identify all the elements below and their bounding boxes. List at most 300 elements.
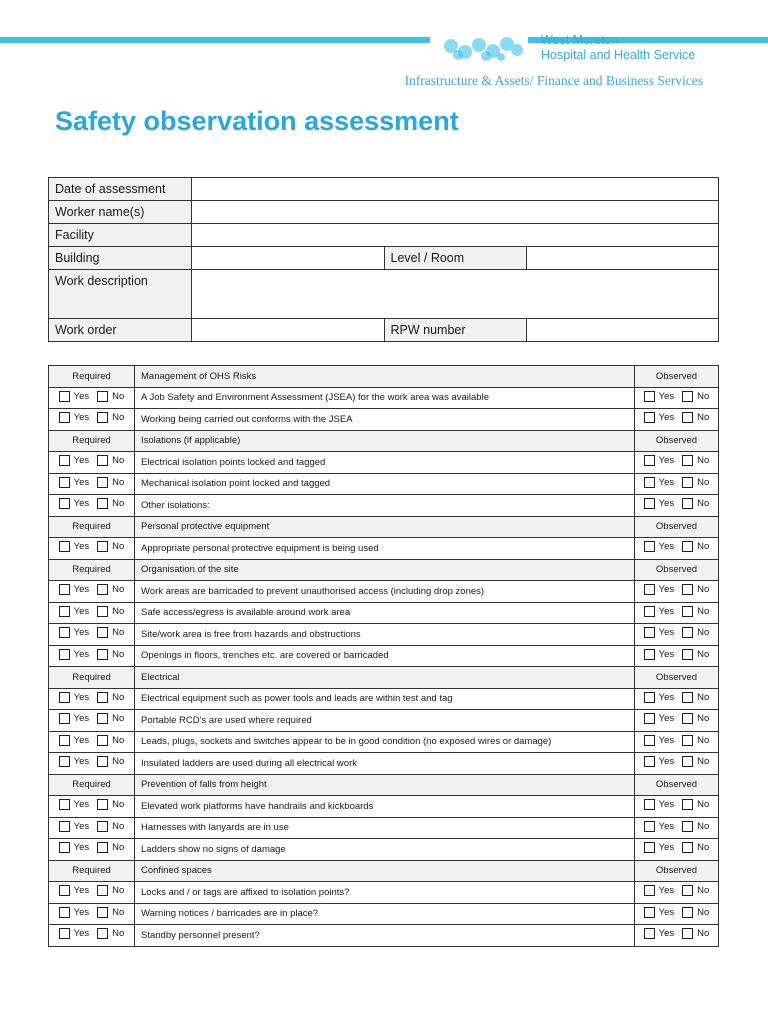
- rpw-field[interactable]: [527, 319, 719, 342]
- work-description-field[interactable]: [191, 270, 718, 319]
- section-title: Isolations (if applicable): [135, 430, 635, 452]
- section-title: Organisation of the site: [135, 559, 635, 581]
- required-options: [49, 581, 135, 603]
- observed-options: [635, 387, 719, 409]
- yes-option[interactable]: [644, 842, 675, 853]
- section-title: Management of OHS Risks: [135, 366, 635, 388]
- yes-label: Yes: [73, 476, 90, 488]
- no-option[interactable]: [97, 455, 124, 466]
- no-option[interactable]: [682, 842, 709, 853]
- no-label: No: [697, 605, 710, 617]
- checklist-row: [49, 903, 719, 925]
- section-required-label: Required: [49, 516, 135, 538]
- no-option[interactable]: [682, 692, 709, 703]
- no-label: No: [112, 498, 125, 510]
- no-checkbox[interactable]: [97, 412, 108, 423]
- no-option[interactable]: [97, 412, 124, 423]
- checklist-row: [49, 882, 719, 904]
- no-option[interactable]: [97, 627, 124, 638]
- yes-checkbox[interactable]: [59, 649, 70, 660]
- no-label: No: [697, 584, 710, 596]
- yes-checkbox[interactable]: [644, 735, 655, 746]
- checklist-item-text: Standby personnel present?: [135, 925, 635, 947]
- checklist-item-text: A Job Safety and Environment Assessment (JSEA) for the work area was available: [135, 387, 635, 409]
- required-options: [49, 538, 135, 560]
- yes-option[interactable]: [59, 455, 90, 466]
- no-option[interactable]: [682, 799, 709, 810]
- observed-options: [635, 731, 719, 753]
- no-checkbox[interactable]: [97, 627, 108, 638]
- yes-option[interactable]: [59, 477, 90, 488]
- no-label: No: [697, 390, 710, 402]
- yes-option[interactable]: [644, 584, 675, 595]
- yes-checkbox[interactable]: [644, 713, 655, 724]
- yes-checkbox[interactable]: [59, 541, 70, 552]
- no-checkbox[interactable]: [682, 799, 693, 810]
- no-option[interactable]: [682, 606, 709, 617]
- yes-checkbox[interactable]: [59, 756, 70, 767]
- yes-option[interactable]: [59, 627, 90, 638]
- yes-checkbox[interactable]: [59, 842, 70, 853]
- worker-field[interactable]: [191, 201, 718, 224]
- no-label: No: [697, 713, 710, 725]
- no-option[interactable]: [97, 584, 124, 595]
- yes-label: Yes: [73, 799, 90, 811]
- yes-option[interactable]: [644, 391, 675, 402]
- no-checkbox[interactable]: [97, 455, 108, 466]
- no-label: No: [112, 885, 125, 897]
- no-checkbox[interactable]: [682, 498, 693, 509]
- no-label: No: [112, 541, 125, 553]
- yes-option[interactable]: [59, 713, 90, 724]
- required-options: [49, 796, 135, 818]
- yes-option[interactable]: [644, 713, 675, 724]
- observed-options: [635, 581, 719, 603]
- no-checkbox[interactable]: [682, 627, 693, 638]
- worker-label: Worker name(s): [49, 201, 192, 224]
- section-observed-label: Observed: [635, 774, 719, 796]
- yes-option[interactable]: [59, 412, 90, 423]
- observed-options: [635, 817, 719, 839]
- yes-option[interactable]: [59, 649, 90, 660]
- yes-label: Yes: [73, 605, 90, 617]
- checklist-row: [49, 645, 719, 667]
- yes-checkbox[interactable]: [644, 477, 655, 488]
- yes-label: Yes: [658, 756, 675, 768]
- checklist-row: [49, 473, 719, 495]
- organisation-name: [541, 33, 695, 63]
- section-observed-label: Observed: [635, 667, 719, 689]
- checklist-item-text: Ladders show no signs of damage: [135, 839, 635, 861]
- checklist-row: [49, 925, 719, 947]
- section-required-label: Required: [49, 430, 135, 452]
- yes-checkbox[interactable]: [644, 928, 655, 939]
- yes-label: Yes: [658, 390, 675, 402]
- no-option[interactable]: [682, 584, 709, 595]
- checklist-row: [49, 409, 719, 431]
- yes-label: Yes: [73, 842, 90, 854]
- yes-label: Yes: [658, 476, 675, 488]
- yes-checkbox[interactable]: [59, 885, 70, 896]
- yes-option[interactable]: [644, 477, 675, 488]
- no-checkbox[interactable]: [97, 692, 108, 703]
- yes-option[interactable]: [644, 907, 675, 918]
- no-option[interactable]: [97, 649, 124, 660]
- no-checkbox[interactable]: [682, 477, 693, 488]
- no-option[interactable]: [682, 477, 709, 488]
- no-label: No: [697, 691, 710, 703]
- no-checkbox[interactable]: [682, 756, 693, 767]
- no-label: No: [697, 885, 710, 897]
- no-option[interactable]: [97, 477, 124, 488]
- yes-checkbox[interactable]: [59, 692, 70, 703]
- no-option[interactable]: [682, 627, 709, 638]
- no-option[interactable]: [682, 885, 709, 896]
- date-label: Date of assessment: [49, 178, 192, 201]
- yes-option[interactable]: [59, 692, 90, 703]
- yes-option[interactable]: [644, 412, 675, 423]
- work-description-label: Work description: [49, 270, 192, 319]
- work-order-field[interactable]: [191, 319, 384, 342]
- yes-option[interactable]: [59, 907, 90, 918]
- yes-label: Yes: [73, 885, 90, 897]
- yes-checkbox[interactable]: [644, 799, 655, 810]
- yes-checkbox[interactable]: [59, 498, 70, 509]
- yes-checkbox[interactable]: [59, 412, 70, 423]
- yes-checkbox[interactable]: [59, 907, 70, 918]
- yes-label: Yes: [658, 541, 675, 553]
- no-checkbox[interactable]: [682, 928, 693, 939]
- no-checkbox[interactable]: [682, 455, 693, 466]
- yes-option[interactable]: [59, 842, 90, 853]
- checklist-row: [49, 602, 719, 624]
- yes-checkbox[interactable]: [644, 412, 655, 423]
- yes-label: Yes: [73, 691, 90, 703]
- yes-option[interactable]: [644, 627, 675, 638]
- no-label: No: [112, 455, 125, 467]
- observed-options: [635, 645, 719, 667]
- yes-label: Yes: [658, 713, 675, 725]
- yes-checkbox[interactable]: [59, 627, 70, 638]
- yes-option[interactable]: [644, 799, 675, 810]
- no-checkbox[interactable]: [682, 842, 693, 853]
- yes-checkbox[interactable]: [644, 541, 655, 552]
- no-option[interactable]: [97, 885, 124, 896]
- no-checkbox[interactable]: [682, 412, 693, 423]
- no-option[interactable]: [682, 713, 709, 724]
- observed-options: [635, 602, 719, 624]
- yes-label: Yes: [73, 627, 90, 639]
- no-checkbox[interactable]: [682, 541, 693, 552]
- no-label: No: [112, 756, 125, 768]
- section-header: [49, 366, 719, 388]
- yes-checkbox[interactable]: [59, 477, 70, 488]
- no-label: No: [112, 928, 125, 940]
- required-options: [49, 839, 135, 861]
- checklist-item-text: Elevated work platforms have handrails and kickboards: [135, 796, 635, 818]
- required-options: [49, 753, 135, 775]
- yes-checkbox[interactable]: [59, 713, 70, 724]
- checklist-item-text: Working being carried out conforms with the JSEA: [135, 409, 635, 431]
- yes-option[interactable]: [59, 391, 90, 402]
- yes-label: Yes: [73, 734, 90, 746]
- yes-label: Yes: [73, 906, 90, 918]
- no-option[interactable]: [682, 928, 709, 939]
- yes-checkbox[interactable]: [644, 885, 655, 896]
- section-observed-label: Observed: [635, 860, 719, 882]
- no-label: No: [697, 842, 710, 854]
- no-label: No: [697, 928, 710, 940]
- yes-checkbox[interactable]: [59, 799, 70, 810]
- no-option[interactable]: [97, 756, 124, 767]
- required-options: [49, 602, 135, 624]
- checklist-row: [49, 387, 719, 409]
- no-label: No: [697, 906, 710, 918]
- section-header: [49, 774, 719, 796]
- no-option[interactable]: [682, 391, 709, 402]
- no-checkbox[interactable]: [97, 541, 108, 552]
- no-checkbox[interactable]: [682, 735, 693, 746]
- no-option[interactable]: [97, 541, 124, 552]
- no-checkbox[interactable]: [97, 477, 108, 488]
- no-option[interactable]: [97, 928, 124, 939]
- yes-option[interactable]: [644, 756, 675, 767]
- section-title: Confined spaces: [135, 860, 635, 882]
- section-title: Electrical: [135, 667, 635, 689]
- no-checkbox[interactable]: [97, 928, 108, 939]
- building-label: Building: [49, 247, 192, 270]
- no-option[interactable]: [97, 498, 124, 509]
- no-option[interactable]: [97, 842, 124, 853]
- no-checkbox[interactable]: [97, 885, 108, 896]
- no-option[interactable]: [682, 649, 709, 660]
- no-checkbox[interactable]: [682, 713, 693, 724]
- no-option[interactable]: [97, 606, 124, 617]
- yes-option[interactable]: [644, 821, 675, 832]
- no-checkbox[interactable]: [97, 907, 108, 918]
- required-options: [49, 925, 135, 947]
- facility-field[interactable]: [191, 224, 718, 247]
- no-label: No: [112, 906, 125, 918]
- no-checkbox[interactable]: [97, 756, 108, 767]
- yes-option[interactable]: [644, 498, 675, 509]
- yes-checkbox[interactable]: [644, 391, 655, 402]
- no-option[interactable]: [682, 455, 709, 466]
- no-option[interactable]: [97, 692, 124, 703]
- yes-option[interactable]: [644, 928, 675, 939]
- checklist-item-text: Other isolations:: [135, 495, 635, 517]
- no-option[interactable]: [682, 412, 709, 423]
- no-option[interactable]: [682, 735, 709, 746]
- no-checkbox[interactable]: [97, 821, 108, 832]
- section-header: [49, 516, 719, 538]
- yes-option[interactable]: [644, 541, 675, 552]
- no-label: No: [112, 799, 125, 811]
- no-checkbox[interactable]: [682, 907, 693, 918]
- yes-checkbox[interactable]: [644, 692, 655, 703]
- checklist-item-text: Safe access/egress is available around work area: [135, 602, 635, 624]
- no-checkbox[interactable]: [97, 606, 108, 617]
- checklist-item-text: Locks and / or tags are affixed to isolation points?: [135, 882, 635, 904]
- date-field[interactable]: [191, 178, 718, 201]
- yes-option[interactable]: [59, 928, 90, 939]
- checklist-row: [49, 731, 719, 753]
- no-label: No: [112, 842, 125, 854]
- no-option[interactable]: [97, 907, 124, 918]
- yes-label: Yes: [73, 498, 90, 510]
- yes-option[interactable]: [644, 735, 675, 746]
- no-option[interactable]: [97, 821, 124, 832]
- yes-option[interactable]: [59, 541, 90, 552]
- section-title: Personal protective equipment: [135, 516, 635, 538]
- no-label: No: [112, 648, 125, 660]
- yes-checkbox[interactable]: [644, 907, 655, 918]
- required-options: [49, 495, 135, 517]
- yes-label: Yes: [73, 541, 90, 553]
- yes-label: Yes: [658, 734, 675, 746]
- yes-option[interactable]: [644, 692, 675, 703]
- yes-checkbox[interactable]: [644, 649, 655, 660]
- yes-label: Yes: [658, 799, 675, 811]
- section-header: [49, 430, 719, 452]
- yes-checkbox[interactable]: [59, 821, 70, 832]
- yes-option[interactable]: [59, 584, 90, 595]
- checklist-item-text: Electrical equipment such as power tools and leads are within test and tag: [135, 688, 635, 710]
- no-option[interactable]: [682, 756, 709, 767]
- no-label: No: [112, 412, 125, 424]
- yes-option[interactable]: [644, 649, 675, 660]
- yes-checkbox[interactable]: [59, 584, 70, 595]
- checklist-row: [49, 796, 719, 818]
- section-observed-label: Observed: [635, 430, 719, 452]
- observed-options: [635, 753, 719, 775]
- required-options: [49, 882, 135, 904]
- yes-checkbox[interactable]: [644, 498, 655, 509]
- no-checkbox[interactable]: [682, 606, 693, 617]
- yes-checkbox[interactable]: [59, 928, 70, 939]
- level-label: Level / Room: [384, 247, 527, 270]
- no-label: No: [112, 627, 125, 639]
- no-checkbox[interactable]: [97, 735, 108, 746]
- no-option[interactable]: [682, 498, 709, 509]
- no-checkbox[interactable]: [682, 649, 693, 660]
- yes-option[interactable]: [59, 735, 90, 746]
- checklist-item-text: Appropriate personal protective equipment is being used: [135, 538, 635, 560]
- checklist-row: [49, 839, 719, 861]
- no-label: No: [112, 820, 125, 832]
- yes-checkbox[interactable]: [644, 584, 655, 595]
- level-field[interactable]: [527, 247, 719, 270]
- required-options: [49, 731, 135, 753]
- no-label: No: [697, 799, 710, 811]
- no-label: No: [112, 734, 125, 746]
- observed-options: [635, 882, 719, 904]
- observed-options: [635, 538, 719, 560]
- observed-options: [635, 409, 719, 431]
- yes-option[interactable]: [59, 799, 90, 810]
- no-option[interactable]: [682, 907, 709, 918]
- yes-label: Yes: [658, 842, 675, 854]
- observed-options: [635, 473, 719, 495]
- section-observed-label: Observed: [635, 559, 719, 581]
- no-checkbox[interactable]: [682, 821, 693, 832]
- no-checkbox[interactable]: [682, 584, 693, 595]
- yes-checkbox[interactable]: [644, 455, 655, 466]
- work-order-label: Work order: [49, 319, 192, 342]
- checklist-row: [49, 538, 719, 560]
- yes-checkbox[interactable]: [644, 821, 655, 832]
- yes-option[interactable]: [59, 821, 90, 832]
- yes-label: Yes: [73, 648, 90, 660]
- yes-checkbox[interactable]: [644, 756, 655, 767]
- checklist-item-text: Electrical isolation points locked and tagged: [135, 452, 635, 474]
- no-checkbox[interactable]: [97, 713, 108, 724]
- yes-option[interactable]: [59, 885, 90, 896]
- no-checkbox[interactable]: [97, 498, 108, 509]
- no-label: No: [112, 390, 125, 402]
- yes-option[interactable]: [59, 498, 90, 509]
- no-label: No: [697, 498, 710, 510]
- no-checkbox[interactable]: [97, 391, 108, 402]
- no-option[interactable]: [97, 713, 124, 724]
- no-option[interactable]: [97, 735, 124, 746]
- required-options: [49, 688, 135, 710]
- no-checkbox[interactable]: [682, 391, 693, 402]
- building-field[interactable]: [191, 247, 384, 270]
- yes-label: Yes: [658, 584, 675, 596]
- yes-checkbox[interactable]: [59, 606, 70, 617]
- no-option[interactable]: [97, 391, 124, 402]
- required-options: [49, 645, 135, 667]
- yes-label: Yes: [658, 691, 675, 703]
- required-options: [49, 817, 135, 839]
- section-required-label: Required: [49, 774, 135, 796]
- yes-label: Yes: [73, 412, 90, 424]
- page-title: Safety observation assessment: [55, 106, 459, 136]
- no-label: No: [112, 476, 125, 488]
- no-checkbox[interactable]: [682, 692, 693, 703]
- no-checkbox[interactable]: [97, 842, 108, 853]
- yes-option[interactable]: [59, 606, 90, 617]
- no-label: No: [112, 713, 125, 725]
- yes-checkbox[interactable]: [644, 606, 655, 617]
- no-checkbox[interactable]: [97, 799, 108, 810]
- no-option[interactable]: [97, 799, 124, 810]
- yes-checkbox[interactable]: [59, 455, 70, 466]
- yes-checkbox[interactable]: [59, 391, 70, 402]
- no-checkbox[interactable]: [97, 584, 108, 595]
- observed-options: [635, 495, 719, 517]
- yes-checkbox[interactable]: [644, 627, 655, 638]
- yes-checkbox[interactable]: [59, 735, 70, 746]
- yes-label: Yes: [73, 584, 90, 596]
- no-option[interactable]: [682, 541, 709, 552]
- yes-option[interactable]: [59, 756, 90, 767]
- observed-options: [635, 839, 719, 861]
- section-observed-label: Observed: [635, 516, 719, 538]
- yes-option[interactable]: [644, 606, 675, 617]
- no-checkbox[interactable]: [682, 885, 693, 896]
- no-label: No: [697, 541, 710, 553]
- yes-checkbox[interactable]: [644, 842, 655, 853]
- no-checkbox[interactable]: [97, 649, 108, 660]
- no-label: No: [697, 820, 710, 832]
- required-options: [49, 473, 135, 495]
- yes-option[interactable]: [644, 885, 675, 896]
- no-option[interactable]: [682, 821, 709, 832]
- yes-option[interactable]: [644, 455, 675, 466]
- yes-label: Yes: [73, 756, 90, 768]
